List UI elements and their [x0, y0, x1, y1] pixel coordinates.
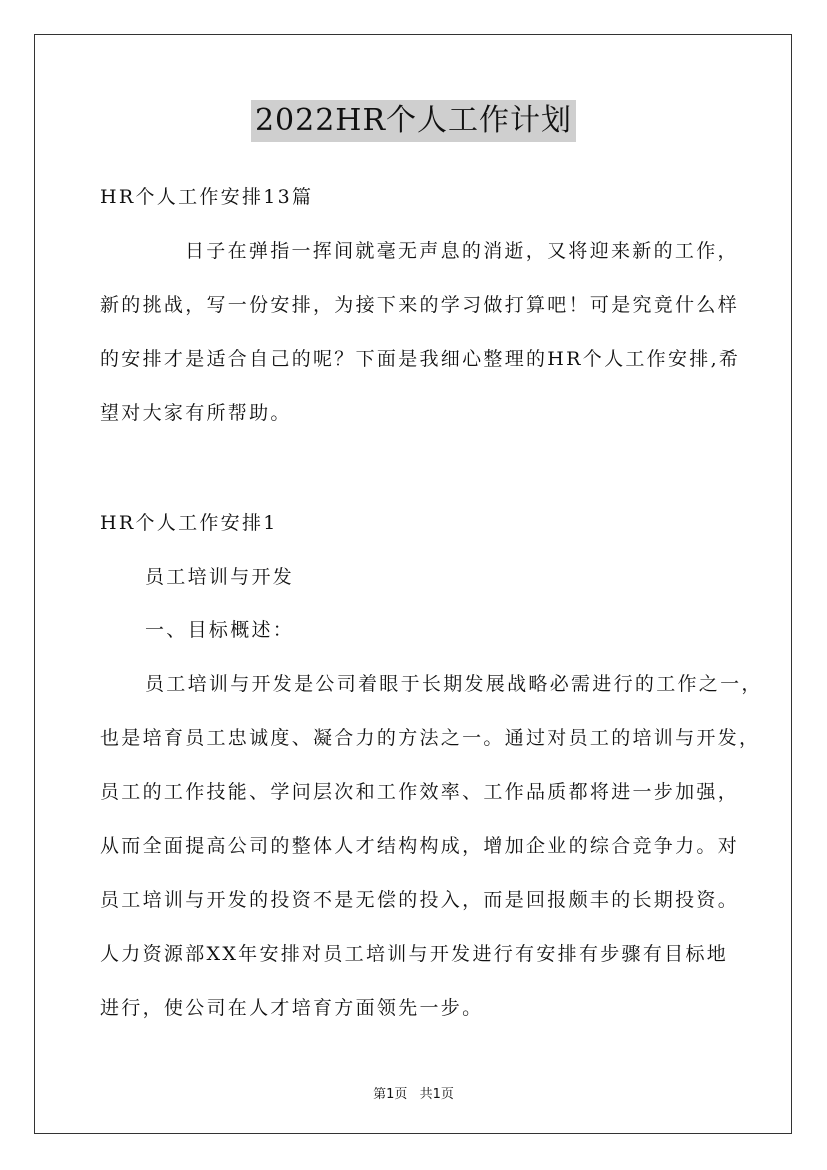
page-footer: [0, 1083, 827, 1102]
intro-line: 望对大家有所帮助。: [100, 402, 292, 424]
page-total: 共1页: [419, 1087, 454, 1102]
intro-line: 日子在弹指一挥间就毫无声息的消逝，又将迎来新的工作，: [185, 240, 739, 262]
document-title: 2022HR个人工作计划: [251, 100, 576, 142]
document-subtitle: HR个人工作安排13篇: [100, 186, 314, 208]
body-line: 也是培育员工忠诚度、凝合力的方法之一。通过对员工的培训与开发，: [100, 727, 761, 749]
body-line: 员工培训与开发是公司着眼于长期发展战略必需进行的工作之一，: [145, 673, 763, 695]
body-line: 员工的工作技能、学问层次和工作效率、工作品质都将进一步加强，: [100, 781, 740, 803]
body-line: 从而全面提高公司的整体人才结构构成，增加企业的综合竞争力。对: [100, 835, 740, 857]
page-number: 第1页: [373, 1087, 408, 1102]
title-container: [0, 100, 827, 142]
body-line: 人力资源部XX年安排对员工培训与开发进行有安排有步骤有目标地: [100, 943, 729, 965]
section-heading: HR个人工作安排1: [100, 512, 278, 534]
intro-line: 新的挑战，写一份安排，为接下来的学习做打算吧！可是究竟什么样: [100, 294, 740, 316]
body-line: 进行，使公司在人才培育方面领先一步。: [100, 997, 484, 1019]
section-topic: 员工培训与开发: [145, 566, 295, 588]
section-subheading: 一、目标概述：: [145, 619, 295, 641]
intro-line: 的安排才是适合自己的呢？下面是我细心整理的HR个人工作安排,希: [100, 348, 741, 370]
body-line: 员工培训与开发的投资不是无偿的投入，而是回报颇丰的长期投资。: [100, 889, 740, 911]
